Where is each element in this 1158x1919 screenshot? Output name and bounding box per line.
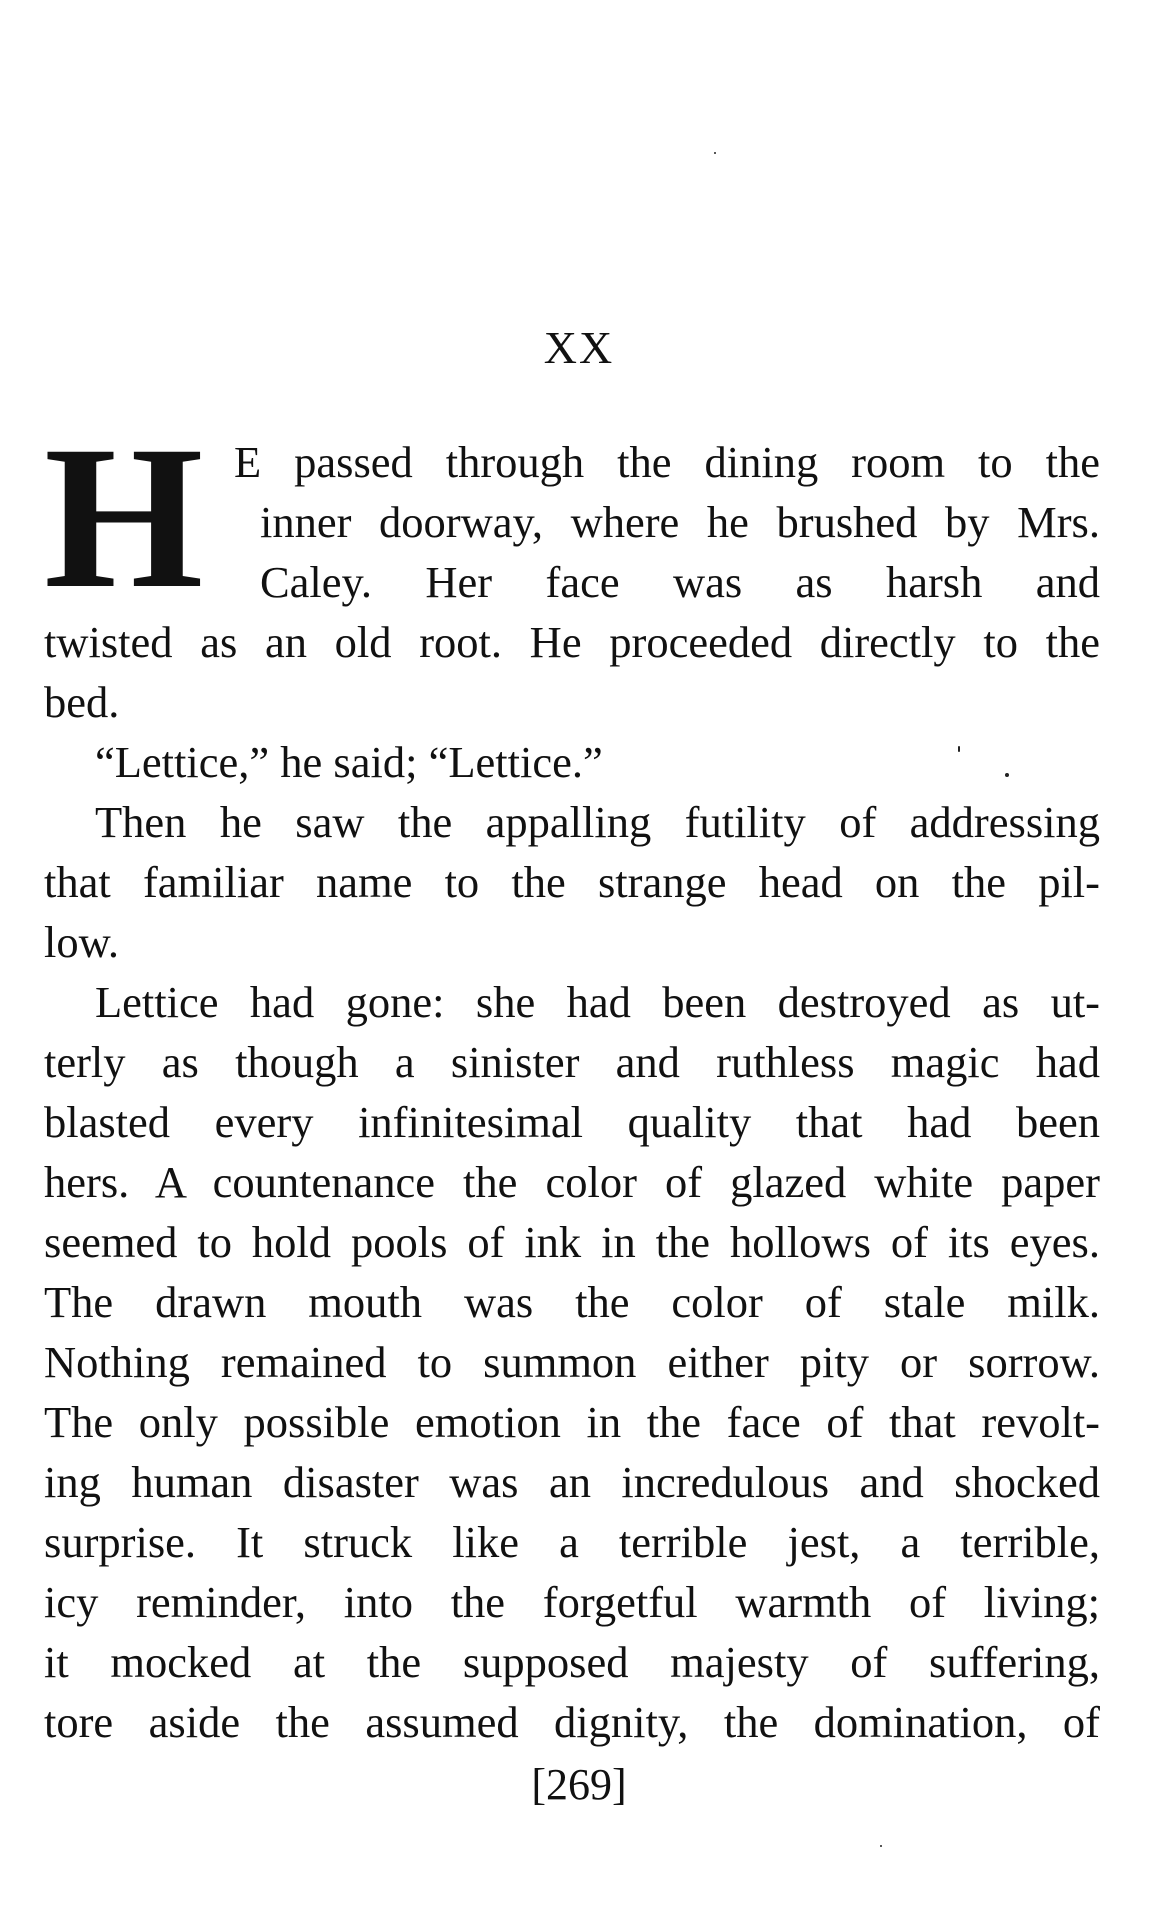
- text-line: Lettice had gone: she had been destroyed as ut-: [95, 977, 1100, 1027]
- text-line: hers. A countenance the color of glazed white paper: [44, 1157, 1100, 1207]
- text-line: icy reminder, into the forgetful warmth of living;: [44, 1577, 1100, 1627]
- text-line: ing human disaster was an incredulous and shocked: [44, 1457, 1100, 1507]
- text-line: The only possible emotion in the face of that revolt-: [44, 1397, 1100, 1447]
- scan-speck: [714, 152, 716, 154]
- text-line: terly as though a sinister and ruthless magic had: [44, 1037, 1100, 1087]
- text-line: seemed to hold pools of ink in the hollows of its eyes.: [44, 1217, 1100, 1267]
- text-line: that familiar name to the strange head on the pil-: [44, 857, 1100, 907]
- scan-speck: [958, 746, 960, 752]
- scan-speck: [1005, 773, 1009, 777]
- text-line: E passed through the dining room to the: [234, 437, 1100, 487]
- text-line: Caley. Her face was as harsh and: [260, 557, 1100, 607]
- text-line: Then he saw the appalling futility of addressing: [95, 797, 1100, 847]
- scan-speck: [880, 1845, 882, 1847]
- text-line: Nothing remained to summon either pity or sorrow.: [44, 1337, 1100, 1387]
- text-line: bed.: [44, 677, 120, 727]
- text-line: blasted every infinitesimal quality that had been: [44, 1097, 1100, 1147]
- page-number: [269]: [531, 1760, 627, 1809]
- text-line: surprise. It struck like a terrible jest, a terrible,: [44, 1517, 1100, 1567]
- text-line: twisted as an old root. He proceeded directly to the: [44, 617, 1100, 667]
- drop-cap: H: [44, 404, 204, 631]
- text-line: tore aside the assumed dignity, the domination, of: [44, 1697, 1100, 1747]
- chapter-heading: XX: [543, 322, 615, 373]
- text-line: low.: [44, 917, 119, 967]
- text-line: it mocked at the supposed majesty of suffering,: [44, 1637, 1100, 1687]
- text-line: The drawn mouth was the color of stale milk.: [44, 1277, 1100, 1327]
- text-line: inner doorway, where he brushed by Mrs.: [260, 497, 1100, 547]
- text-line: “Lettice,” he said; “Lettice.”: [95, 737, 603, 787]
